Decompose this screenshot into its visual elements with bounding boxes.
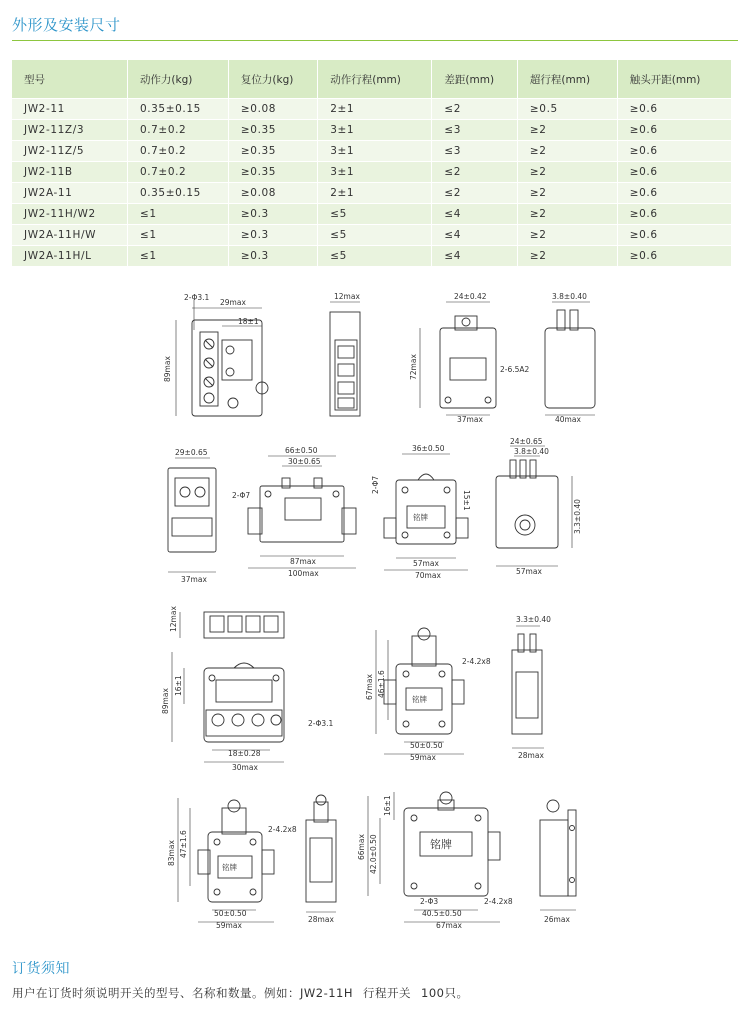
drawing-jw2-front-terminals <box>163 293 268 416</box>
dim-label: 24±0.42 <box>454 292 487 301</box>
column-header: 差距(mm) <box>432 60 518 99</box>
dim-label: 83max <box>167 840 176 866</box>
drawing-jw2a-roller-side <box>512 615 551 760</box>
drawing-jw2a-plunger-front <box>167 798 297 930</box>
dimension-drawings <box>0 280 750 940</box>
dim-label: 29max <box>220 298 246 307</box>
dim-label: 66max <box>357 834 366 860</box>
table-cell: JW2-11Z/5 <box>12 141 127 162</box>
dim-label: 100max <box>288 569 319 578</box>
column-header: 复位力(kg) <box>228 60 317 99</box>
order-example-qty: 100只。 <box>421 986 469 1000</box>
dim-label: 37max <box>457 415 483 424</box>
table-cell: ≥0.35 <box>228 120 317 141</box>
table-cell: ≤2 <box>432 99 518 120</box>
dim-label: 16±1 <box>383 795 392 816</box>
dim-label: 2-6.5A2 <box>500 365 530 374</box>
drawing-jw2-side-terminals <box>330 292 360 416</box>
table-cell: 0.7±0.2 <box>127 141 228 162</box>
table-cell: JW2-11Z/3 <box>12 120 127 141</box>
dim-label: 87max <box>290 557 316 566</box>
table-cell: ≥0.35 <box>228 141 317 162</box>
dim-label: 47±1.6 <box>179 830 188 858</box>
table-row <box>12 120 732 141</box>
dim-label: 2-Φ3.1 <box>184 293 210 302</box>
dim-label: 46±1.6 <box>377 670 386 698</box>
dim-label: 18±0.28 <box>228 749 261 758</box>
table-cell: ≥0.35 <box>228 162 317 183</box>
title-rule <box>12 40 738 41</box>
dim-label: 24±0.65 <box>510 437 543 446</box>
dim-label: 12max <box>169 606 178 632</box>
table-cell: ≥2 <box>517 141 617 162</box>
dim-label: 66±0.50 <box>285 446 318 455</box>
table-cell: ≥0.6 <box>617 246 731 267</box>
table-cell: 0.35±0.15 <box>127 99 228 120</box>
table-cell: ≥0.6 <box>617 120 731 141</box>
drawing-jw2-nameplate-small <box>371 444 471 580</box>
table-cell: 2±1 <box>318 99 432 120</box>
dim-label: 30±0.65 <box>288 457 321 466</box>
table-cell: ≤5 <box>318 225 432 246</box>
order-notice-text <box>12 985 478 1001</box>
column-header: 动作力(kg) <box>127 60 228 99</box>
dim-label: 37max <box>181 575 207 584</box>
table-cell: ≤4 <box>432 246 518 267</box>
nameplate-label: 铭牌 <box>222 863 237 872</box>
page-title: 外形及安装尺寸 <box>12 16 121 34</box>
table-cell: 2±1 <box>318 183 432 204</box>
table-cell: ≥0.6 <box>617 225 731 246</box>
table-cell: ≥0.6 <box>617 141 731 162</box>
column-header: 超行程(mm) <box>517 60 617 99</box>
nameplate-label: 铭牌 <box>430 838 452 851</box>
table-cell: ≥2 <box>517 225 617 246</box>
dim-label: 29±0.65 <box>175 448 208 457</box>
table-cell: JW2A-11H/L <box>12 246 127 267</box>
table-cell: ≤1 <box>127 225 228 246</box>
dim-label: 67max <box>436 921 462 930</box>
drawing-jw2a-bracket-side <box>540 800 576 924</box>
drawing-jw2-roller-wide <box>232 446 356 578</box>
table-cell: JW2A-11 <box>12 183 127 204</box>
dim-label: 30max <box>232 763 258 772</box>
table-cell: ≥0.08 <box>228 99 317 120</box>
dim-label: 42.0±0.50 <box>369 834 378 874</box>
dim-label: 89max <box>163 356 172 382</box>
order-instruction: 用户在订货时须说明开关的型号、名称和数量。例如：JW2-11H <box>12 986 354 1000</box>
drawing-jw2-roller-side <box>168 448 216 584</box>
table-cell: ≤3 <box>432 120 518 141</box>
table-header-row <box>12 60 732 99</box>
table-cell: 0.7±0.2 <box>127 162 228 183</box>
table-cell: ≤5 <box>318 204 432 225</box>
table-row <box>12 183 732 204</box>
dim-label: 70max <box>415 571 441 580</box>
table-row <box>12 162 732 183</box>
table-row <box>12 204 732 225</box>
dim-label: 59max <box>216 921 242 930</box>
nameplate-label: 铭牌 <box>413 513 428 522</box>
order-example-name: 行程开关 <box>363 986 412 1000</box>
table-cell: ≤1 <box>127 204 228 225</box>
dim-label: 18±1 <box>238 317 259 326</box>
table-row <box>12 141 732 162</box>
drawing-jw2a-plunger-side <box>306 795 336 924</box>
table-cell: ≥0.6 <box>617 204 731 225</box>
dim-label: 15±1 <box>462 490 471 511</box>
table-cell: 3±1 <box>318 141 432 162</box>
table-cell: JW2-11 <box>12 99 127 120</box>
table-cell: ≤1 <box>127 246 228 267</box>
dim-label: 67max <box>365 674 374 700</box>
dim-label: 3.3±0.40 <box>573 499 582 534</box>
dim-label: 3.8±0.40 <box>514 447 549 456</box>
dim-label: 2-4.2x8 <box>268 825 297 834</box>
table-cell: ≥0.6 <box>617 162 731 183</box>
dim-label: 28max <box>518 751 544 760</box>
column-header: 型号 <box>12 60 127 99</box>
dim-label: 59max <box>410 753 436 762</box>
table-cell: 0.7±0.2 <box>127 120 228 141</box>
dim-label: 2-4.2x8 <box>484 897 513 906</box>
table-cell: ≤3 <box>432 141 518 162</box>
table-cell: ≤4 <box>432 204 518 225</box>
table-cell: ≤2 <box>432 183 518 204</box>
table-row <box>12 99 732 120</box>
column-header: 触头开距(mm) <box>617 60 731 99</box>
table-cell: ≥0.08 <box>228 183 317 204</box>
table-cell: JW2-11B <box>12 162 127 183</box>
drawing-jw2a-roller-front <box>365 628 491 762</box>
order-notice-title: 订货须知 <box>12 961 70 977</box>
dim-label: 28max <box>308 915 334 924</box>
table-cell: 0.35±0.15 <box>127 183 228 204</box>
table-cell: ≥0.3 <box>228 204 317 225</box>
drawing-jw2-nameplate-side <box>496 437 582 576</box>
dim-label: 57max <box>413 559 439 568</box>
table-row <box>12 246 732 267</box>
table-cell: JW2-11H/W2 <box>12 204 127 225</box>
table-cell: ≥2 <box>517 183 617 204</box>
drawing-jw2a-nameplate-large <box>357 792 513 930</box>
table-cell: ≥2 <box>517 120 617 141</box>
drawing-jw2-plunger-side <box>545 292 595 424</box>
dim-label: 12max <box>334 292 360 301</box>
dim-label: 2-4.2x8 <box>462 657 491 666</box>
table-cell: ≥0.5 <box>517 99 617 120</box>
table-cell: ≤5 <box>318 246 432 267</box>
column-header: 动作行程(mm) <box>318 60 432 99</box>
dim-label: 72max <box>409 354 418 380</box>
dim-label: 16±1 <box>174 675 183 696</box>
dim-label: 2-Φ3.1 <box>308 719 334 728</box>
dim-label: 36±0.50 <box>412 444 445 453</box>
dim-label: 50±0.50 <box>214 909 247 918</box>
table-cell: JW2A-11H/W <box>12 225 127 246</box>
dim-label: 2-Φ3 <box>420 897 439 906</box>
drawing-jw2a-terminals <box>161 606 334 772</box>
dim-label: 3.8±0.40 <box>552 292 587 301</box>
dim-label: 89max <box>161 688 170 714</box>
table-cell: ≤2 <box>432 162 518 183</box>
table-cell: ≤4 <box>432 225 518 246</box>
table-cell: ≥2 <box>517 162 617 183</box>
dim-label: 2-Φ7 <box>232 491 251 500</box>
table-cell: ≥0.6 <box>617 183 731 204</box>
dim-label: 2-Φ7 <box>371 475 380 494</box>
table-cell: ≥0.3 <box>228 246 317 267</box>
nameplate-label: 铭牌 <box>412 695 427 704</box>
dim-label: 40max <box>555 415 581 424</box>
dim-label: 40.5±0.50 <box>422 909 462 918</box>
spec-table <box>12 60 732 266</box>
drawing-jw2-plunger-front <box>409 292 530 424</box>
dim-label: 3.3±0.40 <box>516 615 551 624</box>
dim-label: 26max <box>544 915 570 924</box>
table-cell: 3±1 <box>318 162 432 183</box>
dim-label: 57max <box>516 567 542 576</box>
table-row <box>12 225 732 246</box>
table-cell: ≥0.3 <box>228 225 317 246</box>
table-cell: 3±1 <box>318 120 432 141</box>
dim-label: 50±0.50 <box>410 741 443 750</box>
table-cell: ≥2 <box>517 204 617 225</box>
table-cell: ≥2 <box>517 246 617 267</box>
table-cell: ≥0.6 <box>617 99 731 120</box>
